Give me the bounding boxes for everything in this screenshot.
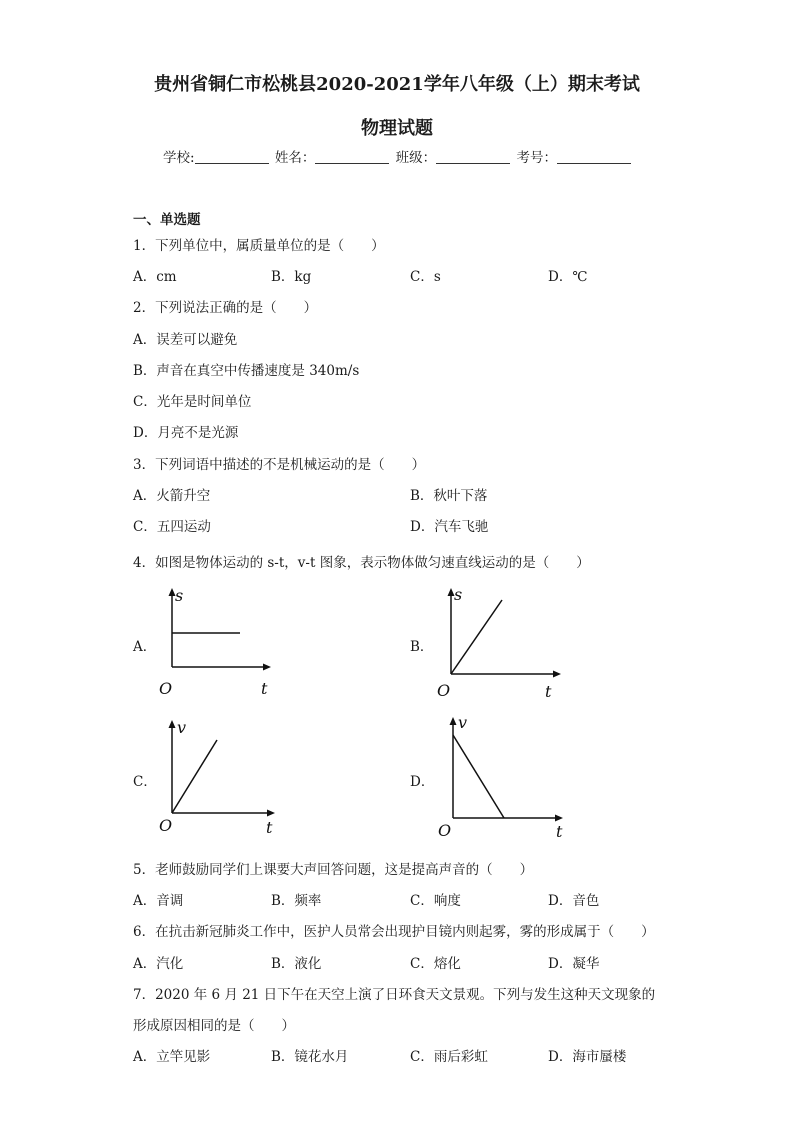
question-stem: 2．下列说法正确的是（ ）	[133, 300, 318, 316]
question-stem: 4．如图是物体运动的 s-t，v-t 图象，表示物体做匀速直线运动的是（ ）	[133, 555, 590, 571]
question-stem-continued: 形成原因相同的是（ ）	[133, 1018, 295, 1034]
page-title: 贵州省铜仁市松桃县2020-2021学年八年级（上）期末考试	[154, 74, 640, 95]
section-title: 一、单选题	[133, 212, 201, 228]
option: A．火箭升空	[133, 488, 211, 504]
option: B．液化	[271, 956, 322, 972]
origin-label: O	[159, 816, 173, 835]
x-axis-label: t	[556, 822, 563, 841]
x-axis-label: t	[545, 682, 552, 701]
option: D．℃	[548, 269, 588, 285]
graph-b	[435, 585, 570, 700]
class-label: 班级：	[395, 150, 437, 166]
option: C．s	[410, 269, 441, 285]
option: C．五四运动	[133, 519, 211, 535]
school-label: 学校:	[163, 150, 195, 166]
origin-label: O	[437, 681, 451, 700]
school-blank[interactable]	[195, 149, 269, 164]
option: A．误差可以避免	[133, 332, 238, 348]
graph-c	[155, 715, 290, 840]
option: B．秋叶下落	[410, 488, 488, 504]
option: A．音调	[133, 893, 184, 909]
question-stem: 5．老师鼓励同学们上课要大声回答问题，这是提高声音的（ ）	[133, 862, 534, 878]
origin-label: O	[438, 821, 452, 840]
option: B．kg	[271, 269, 312, 285]
page-subtitle: 物理试题	[361, 118, 433, 139]
option: B．频率	[271, 893, 322, 909]
option: D．月亮不是光源	[133, 425, 239, 441]
option: A．cm	[133, 269, 177, 285]
graph-line	[172, 740, 217, 813]
option: A．	[133, 639, 157, 655]
option: C．响度	[410, 893, 461, 909]
option: D．	[410, 774, 435, 790]
x-axis-label: t	[261, 679, 268, 698]
question-stem: 1．下列单位中，属质量单位的是（ ）	[133, 238, 385, 254]
name-label: 姓名：	[274, 150, 316, 166]
question-stem: 6．在抗击新冠肺炎工作中，医护人员常会出现护目镜内则起雾，雾的形成属于（ ）	[133, 924, 655, 940]
exam-no-blank[interactable]	[557, 149, 631, 164]
option: D．音色	[548, 893, 600, 909]
student-info	[163, 146, 633, 166]
origin-label: O	[159, 679, 173, 698]
class-blank[interactable]	[436, 149, 510, 164]
option: C．光年是时间单位	[133, 394, 252, 410]
option: C．雨后彩虹	[410, 1049, 488, 1065]
graph-d	[437, 712, 572, 842]
y-axis-label: v	[177, 718, 187, 737]
y-axis-label: s	[175, 586, 184, 605]
y-axis-label: s	[454, 585, 463, 604]
x-axis-label: t	[266, 818, 273, 837]
option: D．汽车飞驰	[410, 519, 489, 535]
option: D．凝华	[548, 956, 600, 972]
option: C．熔化	[410, 956, 461, 972]
y-axis-label: v	[458, 713, 468, 732]
option: B．声音在真空中传播速度是 340m/s	[133, 363, 360, 379]
option: C．	[133, 774, 157, 790]
question-stem: 7．2020 年 6 月 21 日下午在天空上演了日环食天文景观。下列与发生这种天文现象的	[133, 987, 656, 1003]
graph-line	[451, 600, 502, 674]
exam-no-label: 考号：	[516, 150, 557, 166]
option: A．汽化	[133, 956, 184, 972]
name-blank[interactable]	[315, 149, 389, 164]
graph-a	[155, 585, 285, 700]
graph-line	[453, 735, 504, 818]
question-stem: 3．下列词语中描述的不是机械运动的是（ ）	[133, 457, 426, 473]
option: D．海市蜃楼	[548, 1049, 627, 1065]
option: B．镜花水月	[271, 1049, 349, 1065]
option: B．	[410, 639, 434, 655]
option: A．立竿见影	[133, 1049, 211, 1065]
